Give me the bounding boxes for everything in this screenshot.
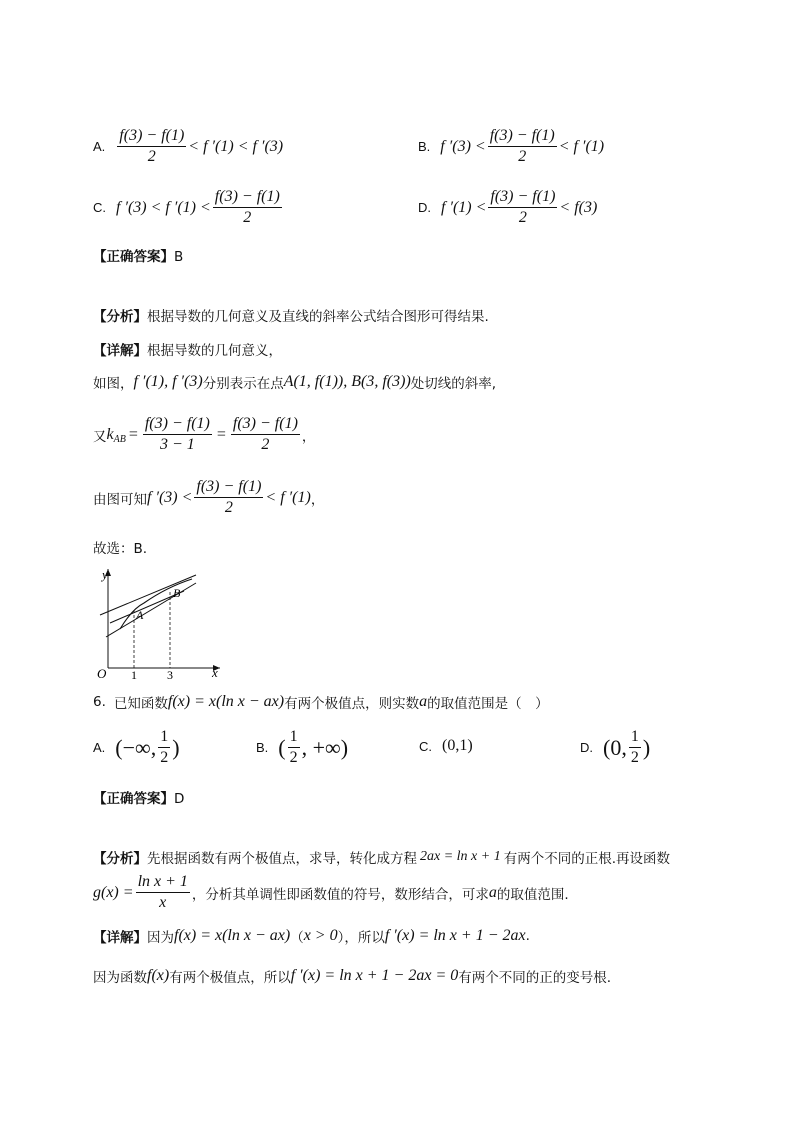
option-label: D. [580,740,593,755]
text: 因为函数 [93,970,147,986]
fraction [213,187,282,228]
text: （ [290,930,304,946]
answer-tag: 【正确答案】 [93,249,174,265]
denominator: 2 [630,749,639,766]
denominator: 2 [289,749,298,766]
detail-line [93,339,282,359]
detail-line-1 [93,372,496,392]
math: f ′(x) = ln x + 1 − 2ax [384,927,526,944]
option-label: B. [256,740,269,755]
answer-tag: 【正确答案】 [93,791,174,807]
numerator: 1 [158,727,170,748]
math: a [419,693,428,710]
numerator: f(3) − f(1) [117,126,186,147]
fraction [488,187,557,228]
text: 又 [93,428,107,445]
answer-line [93,245,183,265]
math: a [488,883,497,901]
slope-symbol: k [106,425,114,443]
numerator: f(3) − f(1) [194,477,263,498]
math: (−∞, [115,734,157,760]
math: , +∞) [301,734,349,760]
option-c [93,187,284,228]
option-head: f ′(3) < [440,137,486,155]
curve [120,579,192,629]
q6-option-a [93,727,180,768]
x-label: x [212,665,218,680]
text: 有两个不同的正的变号根. [458,970,612,986]
math: (0, [603,734,627,760]
option-tail: < f ′(1) [558,137,605,155]
detail-line-3 [93,477,324,518]
denominator: 2 [261,436,270,453]
math: f(x) [147,967,170,984]
detail-text: 根据导数的几何意义， [147,343,282,359]
q6-answer-line [93,787,184,807]
option-b [418,126,604,167]
option-label: C. [419,738,432,754]
text: . [525,928,530,944]
option-label: A. [93,139,106,154]
option-label: A. [93,740,106,755]
point-a-label: A [136,608,144,622]
fraction [629,727,641,768]
fraction [158,727,170,768]
text: 有两个极值点，所以 [169,970,291,986]
detail-line-2 [93,414,315,455]
fraction [136,872,190,913]
text: 处切线的斜率, [410,376,497,392]
fraction [143,414,212,455]
math: f(x) = x(ln x − ax) [174,927,291,944]
fraction [117,126,186,167]
math: A(1, f(1)), B(3, f(3)) [283,373,411,390]
numerator: f(3) − f(1) [488,187,557,208]
text: ， [310,491,325,508]
option-label: D. [418,200,431,215]
math: f ′(1), f ′(3) [133,373,203,390]
denominator: x [159,894,167,911]
q6-g-line [93,872,569,913]
fraction [231,414,300,455]
text: 先根据函数有两个极值点，求导，转化成方程 [147,851,417,867]
math: g(x) = [93,883,134,901]
text: 的取值范围. [496,886,569,903]
fraction [194,477,263,518]
analysis-text: 根据导数的几何意义及直线的斜率公式结合图形可得结果. [147,309,489,325]
analysis-tag: 【分析】 [93,851,147,867]
option-tail: < f(3) [559,198,598,216]
option-head: f ′(1) < [441,198,487,216]
math: < f ′(1) [265,488,311,506]
detail-tag: 【详解】 [93,930,147,946]
secant-ab [106,583,196,637]
math: f(x) = x(ln x − ax) [167,693,285,710]
numerator: f(3) − f(1) [143,414,212,435]
math: f ′(3) < [147,488,193,506]
text: ， [301,428,316,445]
numerator: f(3) − f(1) [231,414,300,435]
q6-option-d [580,727,650,768]
analysis-line [93,305,489,325]
fraction [288,727,300,768]
text: 有两个极值点，则实数 [284,696,420,712]
option-label: C. [93,200,106,215]
q6-option-b [256,727,348,768]
denominator: 3 − 1 [159,436,195,453]
math: ) [642,734,651,760]
math: ) [172,734,180,760]
numerator: f(3) − f(1) [488,126,557,147]
choose-line: 故选：B. [93,541,148,557]
option-label: B. [418,139,431,154]
math: x > 0 [303,927,338,944]
denominator: 2 [147,148,156,165]
denominator: 2 [243,209,252,226]
numerator: f(3) − f(1) [213,187,282,208]
q6-detail-line [93,926,530,946]
numerator: 1 [629,727,641,748]
denominator: 2 [160,749,169,766]
numerator: 1 [288,727,300,748]
option-d [418,187,597,228]
tick-3: 3 [167,668,173,681]
point-b-label: B [173,586,181,600]
analysis-tag: 【分析】 [93,309,147,325]
text: 如图， [93,376,134,392]
text: ），所以 [337,930,385,946]
text: ，分析其单调性即函数值的符号，数形结合，可求 [191,886,489,903]
denominator: 2 [518,209,527,226]
q6-last-line [93,966,611,986]
q6-stem [93,692,549,712]
q6-option-c [419,737,473,755]
detail-tag: 【详解】 [93,343,147,359]
option-tail: < f ′(1) < f ′(3) [188,137,284,155]
tangent-graph [92,563,227,681]
question-number: 6. [93,694,106,710]
answer-value: B [174,249,184,265]
option-head: f ′(3) < f ′(1) < [116,198,211,216]
text: 分别表示在点 [202,376,284,392]
text: 因为 [147,930,174,946]
y-label: y [102,567,108,582]
denominator: 2 [518,148,527,165]
denominator: 2 [224,499,233,516]
text: 的取值范围是（ ） [427,696,549,712]
text: 由图可知 [93,491,147,508]
text: 已知函数 [113,696,168,712]
tick-1: 1 [131,668,137,681]
origin-label: O [97,666,107,681]
math: ( [278,734,286,760]
text: 有两个不同的正根.再设函数 [503,851,671,867]
q6-analysis-line [93,847,670,867]
numerator: ln x + 1 [136,872,190,893]
equals: = [216,425,226,443]
math: (0,1) [442,737,473,754]
answer-value: D [174,791,185,807]
tangent-at-a [100,575,196,615]
math: 2ax = ln x + 1 [420,849,501,864]
option-a [93,126,283,167]
slope-subscript: AB [113,434,126,445]
equals: = [128,425,138,443]
math: f ′(x) = ln x + 1 − 2ax = 0 [290,967,459,984]
fraction [488,126,557,167]
